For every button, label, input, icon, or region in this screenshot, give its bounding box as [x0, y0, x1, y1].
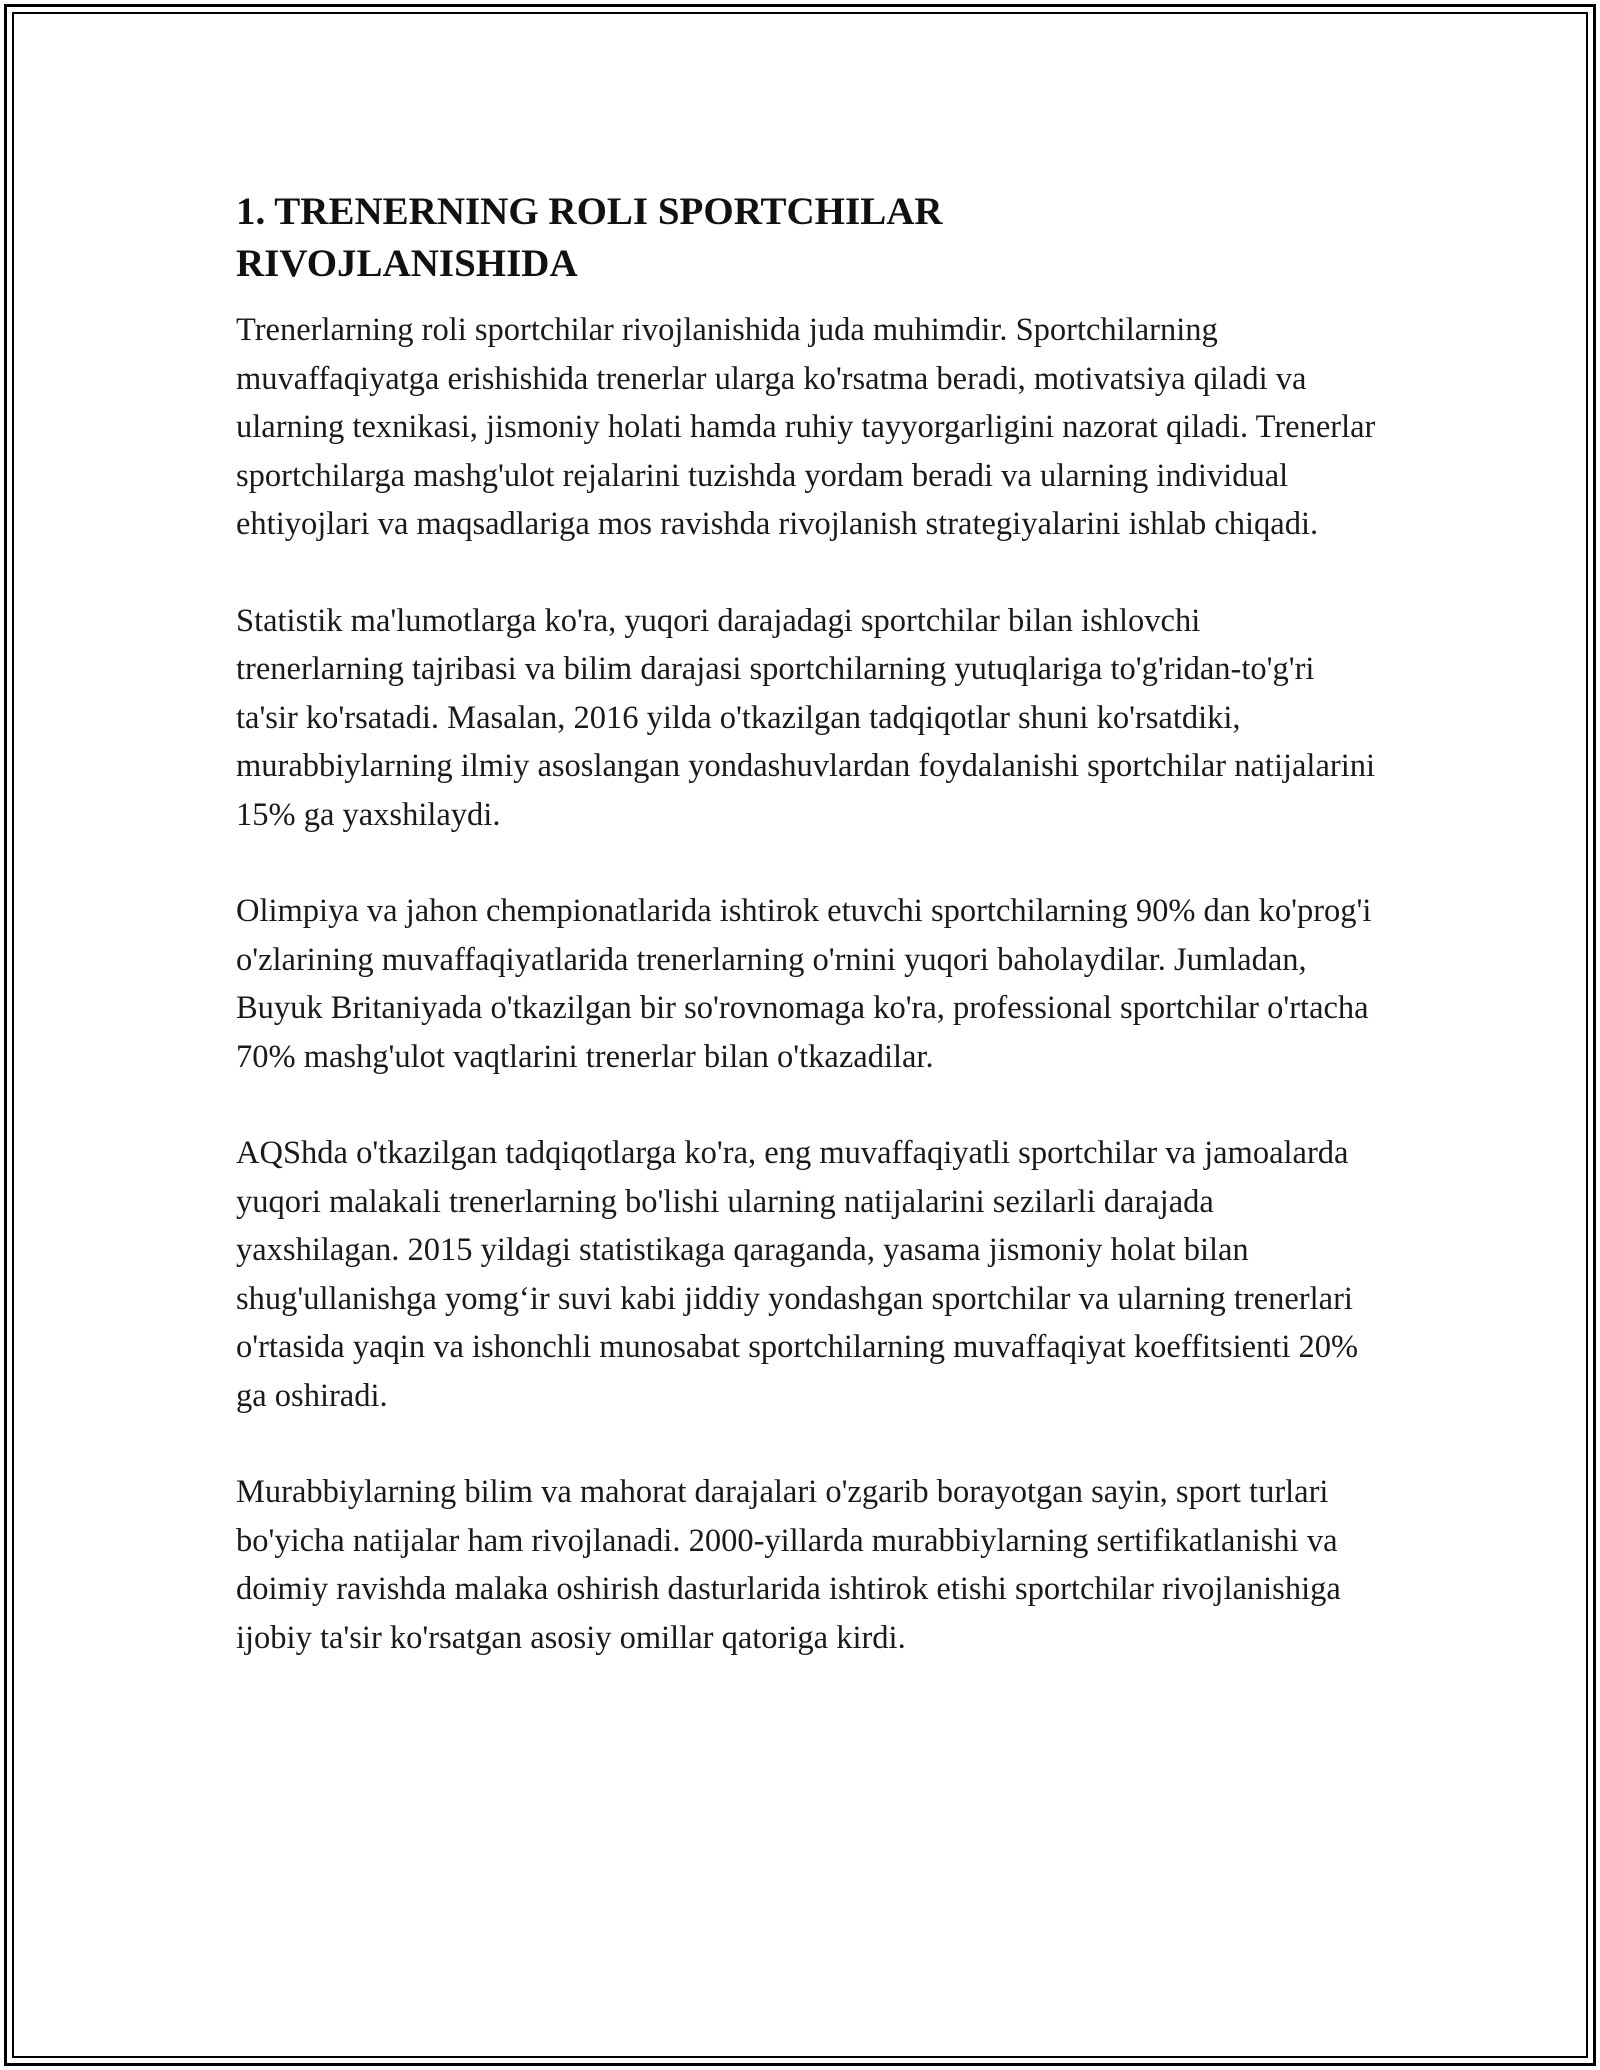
paragraph-5: Murabbiylarning bilim va mahorat darajalari o'zgarib borayotgan sayin, sport turlari bo'yicha natijalar ham rivojlanadi. 2000-yillarda murabbiylarning sertifikatlanishi va doimiy ravishda malaka oshirish dasturlarida ishtirok etishi sportchilar rivojlanishiga ijobiy ta'sir ko'rsatgan asosiy omillar qatoriga kirdi. [236, 1474, 1341, 1656]
paragraph-3: Olimpiya va jahon chempionatlarida ishtirok etuvchi sportchilarning 90% dan ko'prog'i o'zlarining muvaffaqiyatlarida trenerlarning o'rnini yuqori baholaydilar. Jumladan, Buyuk Britaniyada o'tkazilgan bir so'rovnomaga ko'ra, professional sportchilar o'rtacha 70% mashg'ulot vaqtlarini trenerlar bilan o'tkazadilar. [236, 893, 1372, 1075]
paragraph-1: Trenerlarning roli sportchilar rivojlanishida juda muhimdir. Sportchilarning muvaffaqiyatga erishishida trenerlar ularga ko'rsatma beradi, motivatsiya qiladi va ularning texnikasi, jismoniy holati hamda ruhiy tayyorgarligini nazorat qiladi. Trenerlar sportchilarga mashg'ulot rejalarini tuzishda yordam beradi va ularning individual ehtiyojlari va maqsadlariga mos ravishda rivojlanish strategiyalarini ishlab chiqadi. [236, 312, 1376, 542]
section-title: 1. TRENERNING ROLI SPORTCHILAR RIVOJLANISHIDA [236, 190, 943, 285]
document-body [236, 186, 1376, 1710]
paragraph-2: Statistik ma'lumotlarga ko'ra, yuqori darajadagi sportchilar bilan ishlovchi trenerlarning tajribasi va bilim darajasi sportchilarning yutuqlariga to'g'ridan-to'g'ri ta'sir ko'rsatadi. Masalan, 2016 yilda o'tkazilgan tadqiqotlar shuni ko'rsatdiki, murabbiylarning ilmiy asoslangan yondashuvlardan foydalanishi sportchilar natijalarini 15% ga yaxshilaydi. [236, 602, 1376, 833]
paragraph-4: AQShda o'tkazilgan tadqiqotlarga ko'ra, eng muvaffaqiyatli sportchilar va jamoalarda yuqori malakali trenerlarning bo'lishi ularning natijalarini sezilarli darajada yaxshilagan. 2015 yildagi statistikaga qaraganda, yasama jismoniy holat bilan shug'ullanishga yomg‘ir suvi kabi jiddiy yondashgan sportchilar va ularning trenerlari o'rtasida yaqin va ishonchli munosabat sportchilarning muvaffaqiyat koeffitsienti 20% ga oshiradi. [236, 1135, 1359, 1414]
